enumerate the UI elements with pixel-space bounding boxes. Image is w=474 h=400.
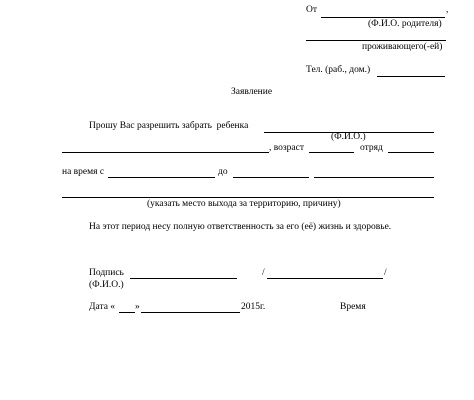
time-to-line bbox=[233, 177, 309, 178]
parent-name-line bbox=[321, 17, 445, 18]
date-month-line bbox=[141, 312, 240, 313]
unit-label: отряд bbox=[360, 143, 383, 153]
residing-hint: проживающего(-ей) bbox=[362, 42, 443, 52]
date-year: 2015г. bbox=[241, 302, 266, 312]
signature-label: Подпись bbox=[89, 268, 124, 278]
from-label: От bbox=[306, 5, 318, 15]
phone-label: Тел. (раб., дом.) bbox=[306, 65, 371, 75]
exit-place-hint: (указать место выхода за территорию, причину) bbox=[147, 199, 341, 209]
document-title: Заявление bbox=[231, 87, 273, 97]
time-to-label: до bbox=[218, 167, 228, 177]
responsibility-text: На этот период несу полную ответственность за его (её) жизнь и здоровье. bbox=[89, 222, 392, 232]
time-label: Время bbox=[340, 302, 366, 312]
signature-slash-close: / bbox=[384, 268, 387, 278]
from-comma: , bbox=[446, 5, 449, 15]
signature-slash-open: / bbox=[262, 268, 265, 278]
exit-place-line bbox=[62, 197, 434, 198]
phone-line bbox=[377, 76, 445, 77]
parent-name-hint: (Ф.И.О. родителя) bbox=[368, 19, 442, 29]
signature-fio-label: (Ф.И.О.) bbox=[89, 280, 124, 290]
address-line bbox=[306, 40, 446, 41]
signature-line bbox=[130, 278, 237, 279]
age-label: , возраст bbox=[269, 143, 305, 153]
time-from-line bbox=[108, 177, 215, 178]
request-text: Прошу Вас разрешить забрать ребенка bbox=[89, 121, 249, 131]
time-extra-line bbox=[314, 177, 434, 178]
age-line bbox=[309, 152, 354, 153]
time-from-label: на время с bbox=[62, 167, 105, 177]
unit-line bbox=[388, 152, 434, 153]
date-close-quote: » bbox=[135, 302, 140, 312]
child-name-continuation-line bbox=[62, 152, 269, 153]
signature-name-line bbox=[267, 278, 383, 279]
child-name-hint: (Ф.И.О.) bbox=[331, 132, 366, 142]
date-label: Дата « bbox=[89, 302, 116, 312]
date-day-line bbox=[119, 312, 135, 313]
